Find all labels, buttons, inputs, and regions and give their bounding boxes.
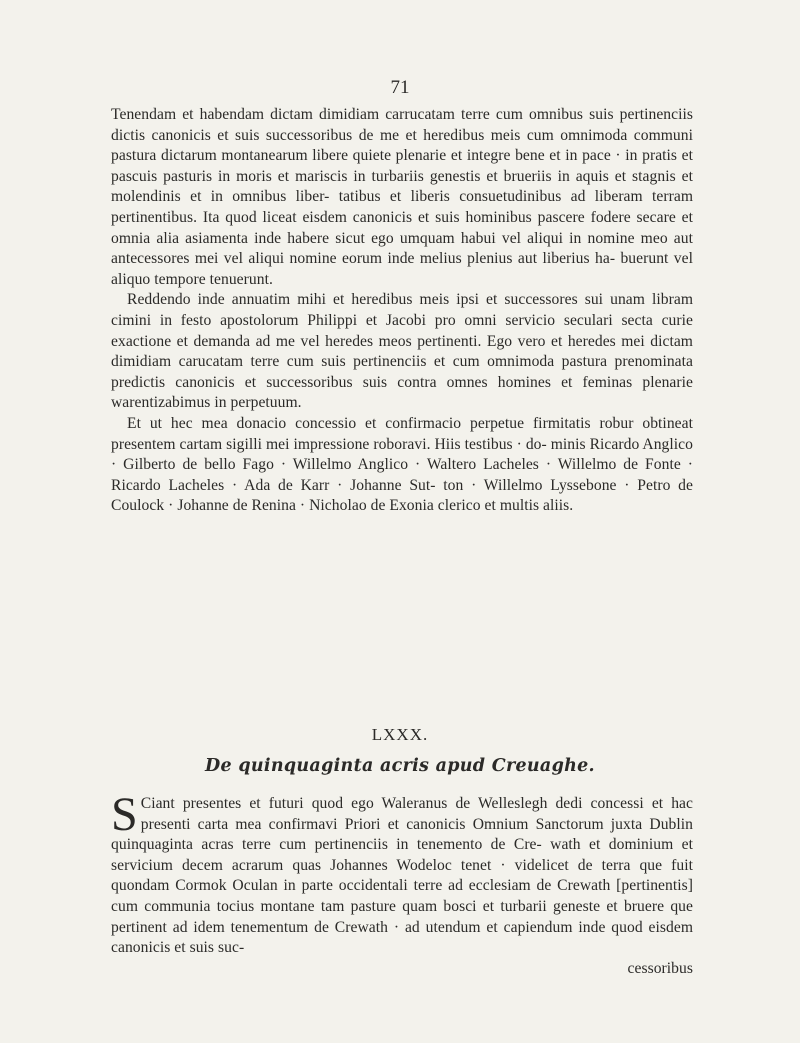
- paragraph-reddendo: Reddendo inde annuatim mihi et heredibus meis ipsi et successores sui unam libram cimini in festo apostolorum Philippi et Jacobi pro omni servicio seculari secta curie exactione et demanda ad me vel heredes meos pertinenti. Ego vero et heredes mei dictam dimidiam carucatam terre cum suis pertinenciis et cum omnimoda pastura prenominata predictis canonicis et successoribus suis contra omnes homines et feminas plenarie warentizabimus in perpetuum.: [111, 291, 693, 412]
- paragraph-tenendam: Tenendam et habendam dictam dimidiam carrucatam terre cum omnibus suis pertinenciis dictis canonicis et suis successoribus de me et heredibus meis cum omnimoda communi pastura dictarum montanearum libere quiete plenarie et integre bene et in pace · in pratis et pascuis pasturis in moris et mariscis in turbariis genestis et brueriis in aquis et stagnis et molendinis et in omnibus liber- tatibus et liberis consuetudinibus ad liberam terram pertinentibus. Ita quod liceat eisdem canonicis et suis hominibus pascere fodere secare et omnia alia asiamenta inde habere sicut ego umquam habui vel aliqui in nomine meo aut antecessores mei vel aliqui nomine eorum inde melius plenius aut liberius ha- buerunt vel aliquo tempore tenuerunt.: [111, 106, 693, 288]
- drop-cap: S: [111, 788, 138, 841]
- continuation-text: [111, 105, 693, 517]
- charter-last-line: cessoribus: [627, 959, 693, 977]
- charter-number: LXXX.: [371, 725, 429, 744]
- paragraph-witnesses: Et ut hec mea donacio concessio et confirmacio perpetue firmitatis robur obtineat presentem cartam sigilli mei impressione roboravi. Hiis testibus · do- minis Ricardo Anglico · Gilberto de bello Fago · Willelmo Anglico · Waltero Lacheles · Willelmo de Fonte · Ricardo Lacheles · Ada de Karr · Johanne Sut- ton · Willelmo Lyssebone · Petro de Coulock · Johanne de Renina · Nicholao de Exonia clerico et multis aliis.: [111, 414, 693, 515]
- charter-body-text: Ciant presentes et futuri quod ego Waleranus de Welleslegh dedi concessi et hac presenti carta mea confirmavi Priori et canonicis Omnium Sanctorum juxta Dublin quinquaginta acras terre cum pertinenciis in tenemento de Cre- wath et dominium et servicium decem acrarum quas Johannes Wodeloc tenet · videlicet de terra que fuit quondam Cormok Oculan in parte occidentali terre ad ecclesiam de Crewath [pertinentis] cum communia tocius montane tam pasture quam bosci et turbarii geneste et bruere que pertinent ad idem tenementum de Crewath · ad utendum et capiendum inde quod eisdem canonicis et suis suc-: [111, 795, 693, 957]
- charter-body: [111, 788, 693, 959]
- page-number: 71: [390, 77, 410, 98]
- charter-text: [111, 788, 693, 979]
- charter-title: De quinquaginta acris apud Creuaghe.: [205, 756, 595, 776]
